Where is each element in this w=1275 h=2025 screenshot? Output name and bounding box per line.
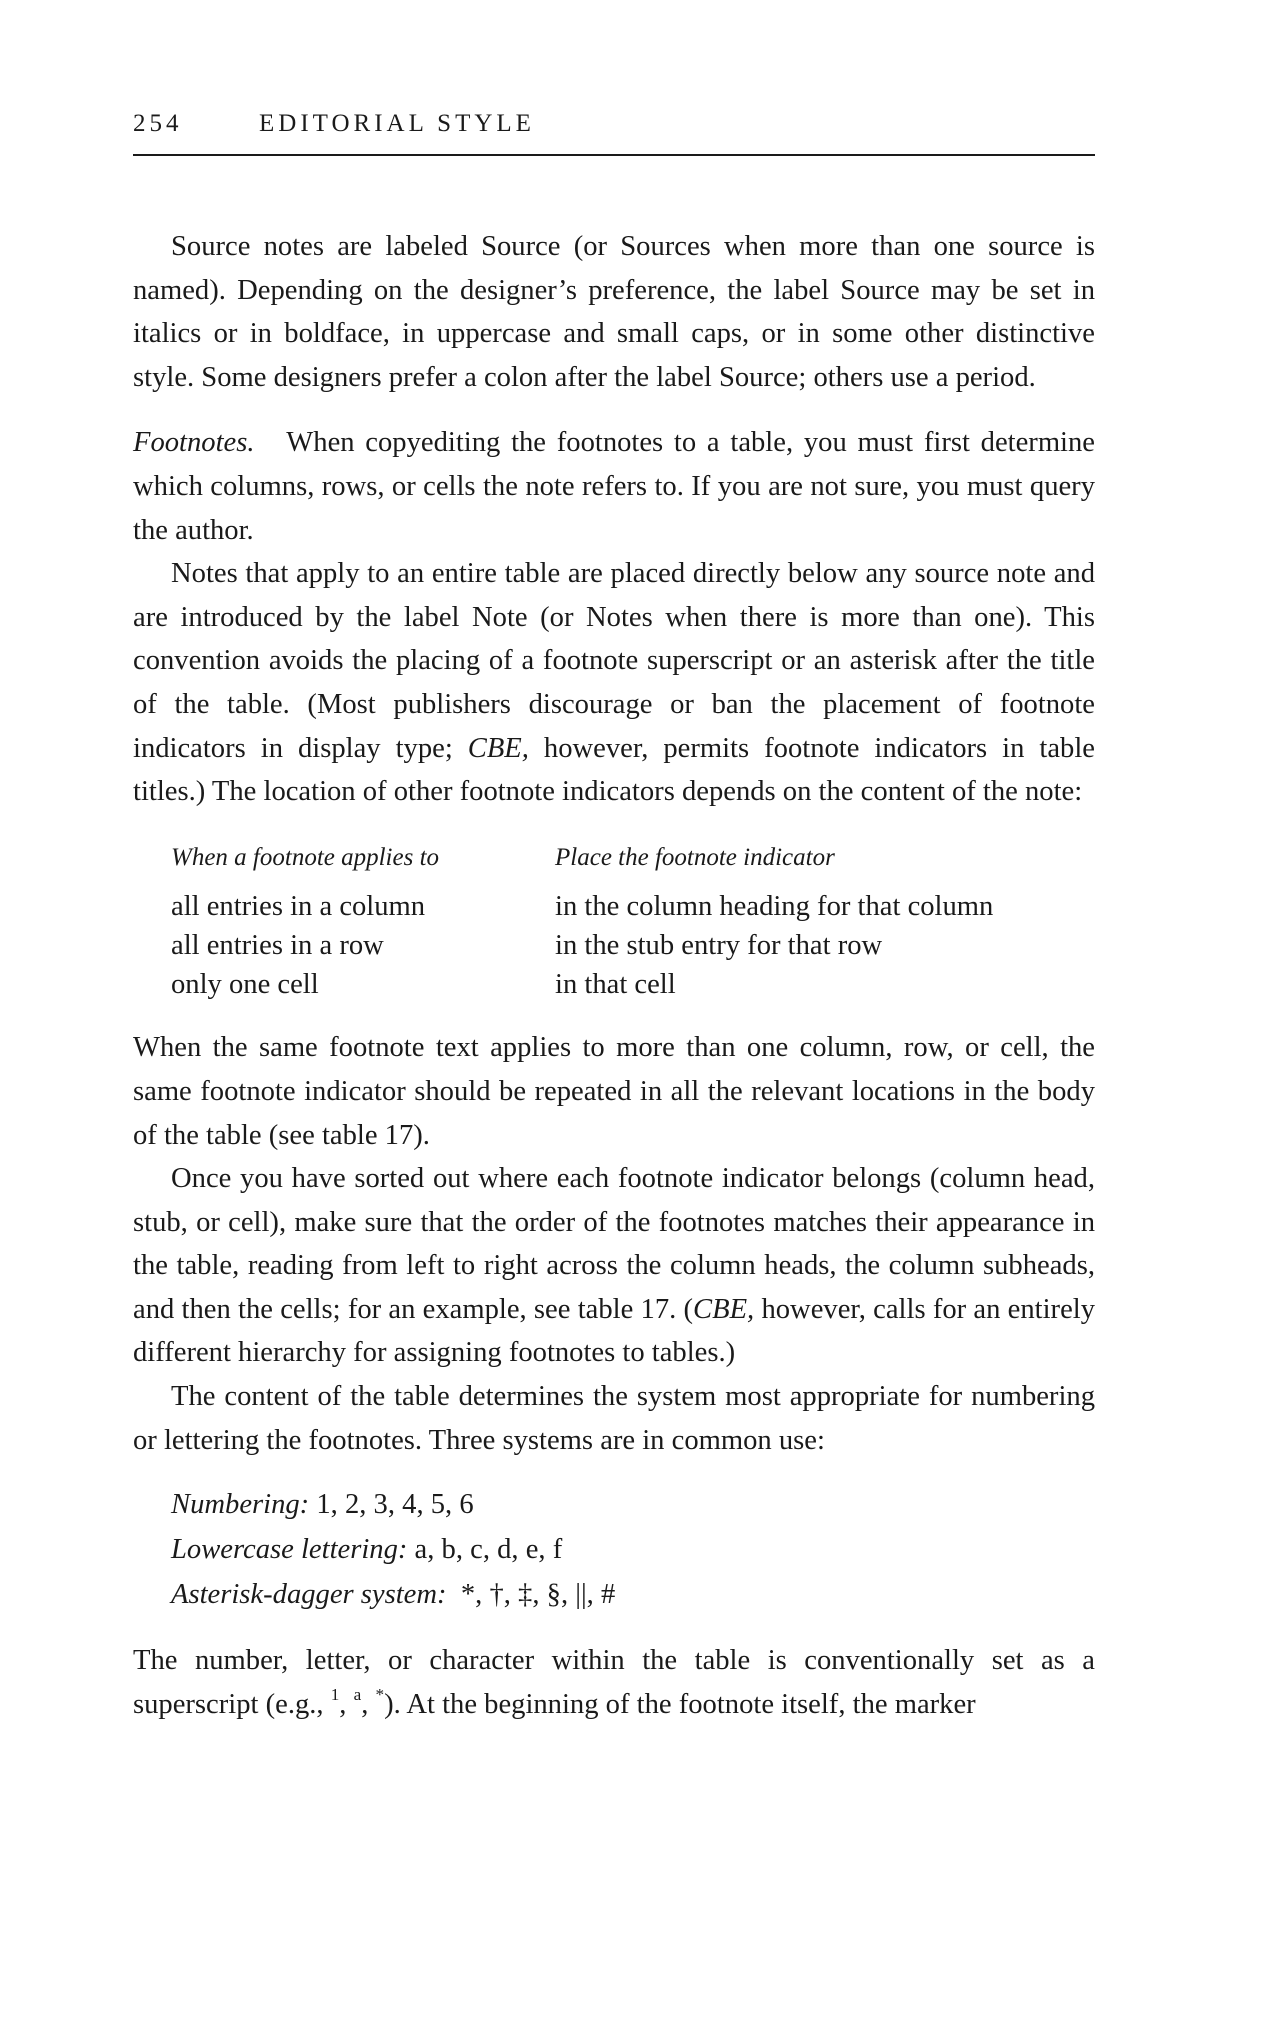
footnotes-text: When copyediting the footnotes to a table, you must first determine which columns, rows, or cells the note refers to. If you are not sure, you must query the author.: [133, 427, 1095, 546]
superscript-asterisk: *: [375, 1684, 385, 1704]
table-cell-right: in the column heading for that column: [555, 891, 994, 923]
text-run: Notes that apply to an entire table are placed directly below any source note and are introduced by the label Note (or Notes when there is more than one). This convention avoids the placing of a footnote superscript or an asterisk after the title of the table. (Most publishers discourage or ban the placement of footnote indicators in display type;: [133, 558, 1095, 764]
table-row: [171, 926, 1095, 965]
page-number: 254: [133, 110, 183, 137]
header-rule: [133, 154, 1095, 156]
superscript-number: 1: [330, 1684, 340, 1704]
text-run: ,: [339, 1688, 354, 1720]
list-item: [171, 1527, 1095, 1572]
paragraph-notes-entire-table: [133, 552, 1095, 814]
column-head-left: When a footnote applies to: [171, 843, 440, 871]
system-label: Asterisk-dagger system:: [171, 1579, 447, 1611]
text-run: Once you have sorted out where each footnote indicator belongs (column head, stub, or cell), make sure that the order of the footnotes matches their appearance in the table, reading from left to right across the column heads, the column subheads, and then the cells; for an example, see table 17. (: [133, 1163, 1095, 1325]
superscript-letter: a: [353, 1684, 362, 1704]
table-cell-right: in the stub entry for that row: [555, 930, 883, 962]
page-body: [133, 225, 1095, 1726]
table-row: [171, 887, 1095, 926]
text-run: however, calls for an entirely different hierarchy for assigning footnotes to tables.): [133, 1293, 1095, 1369]
text-run: ). At the beginning of the footnote itself, the marker: [384, 1688, 976, 1720]
footnote-placement-table: [171, 836, 1095, 1005]
system-label: Lowercase lettering:: [171, 1534, 408, 1566]
text-run: The number, letter, or character within the table is conventionally set as a superscript (e.g.,: [133, 1645, 1095, 1720]
text-run: however, permits footnote indicators in table titles.) The location of other footnote indicators depends on the content of the note:: [133, 732, 1095, 808]
footnote-systems-list: [171, 1482, 1095, 1617]
footnotes-label: Footnotes.: [133, 427, 255, 459]
column-head-right: Place the footnote indicator: [555, 843, 835, 871]
cbe-italic: CBE,: [693, 1293, 755, 1325]
running-head: [133, 110, 1095, 138]
table-cell-left: only one cell: [171, 969, 319, 1001]
table-cell-left: all entries in a row: [171, 930, 384, 962]
paragraph-source-notes: Source notes are labeled Source (or Sources when more than one source is named). Depending on the designer’s preference, the label Source may be set in italics or in boldface, in uppercase and small caps, or in some other distinctive style. Some designers prefer a colon after the label Source; others use a period.: [133, 231, 1095, 393]
system-value: *, †, ‡, §, ||, #: [460, 1579, 616, 1611]
list-item: [171, 1482, 1095, 1527]
paragraph-footnote-order: [133, 1157, 1095, 1375]
text-run: ,: [361, 1688, 376, 1720]
system-label: Numbering:: [171, 1489, 310, 1521]
cbe-italic: CBE,: [467, 732, 529, 764]
table-header-row: [171, 836, 1095, 880]
running-title: EDITORIAL STYLE: [259, 110, 535, 137]
paragraph-footnotes: [133, 421, 1095, 552]
paragraph-same-footnote: When the same footnote text applies to more than one column, row, or cell, the same footnote indicator should be repeated in all the relevant locations in the body of the table (see table 17).: [133, 1032, 1095, 1151]
table-cell-left: all entries in a column: [171, 891, 426, 923]
table-cell-right: in that cell: [555, 969, 676, 1001]
table-row: [171, 965, 1095, 1004]
paragraph-superscript: [133, 1639, 1095, 1726]
list-item: [171, 1572, 1095, 1617]
system-value: a, b, c, d, e, f: [414, 1534, 563, 1566]
system-value: 1, 2, 3, 4, 5, 6: [316, 1489, 474, 1521]
paragraph-systems-intro: The content of the table determines the system most appropriate for numbering or lettering the footnotes. Three systems are in common use:: [133, 1381, 1095, 1456]
